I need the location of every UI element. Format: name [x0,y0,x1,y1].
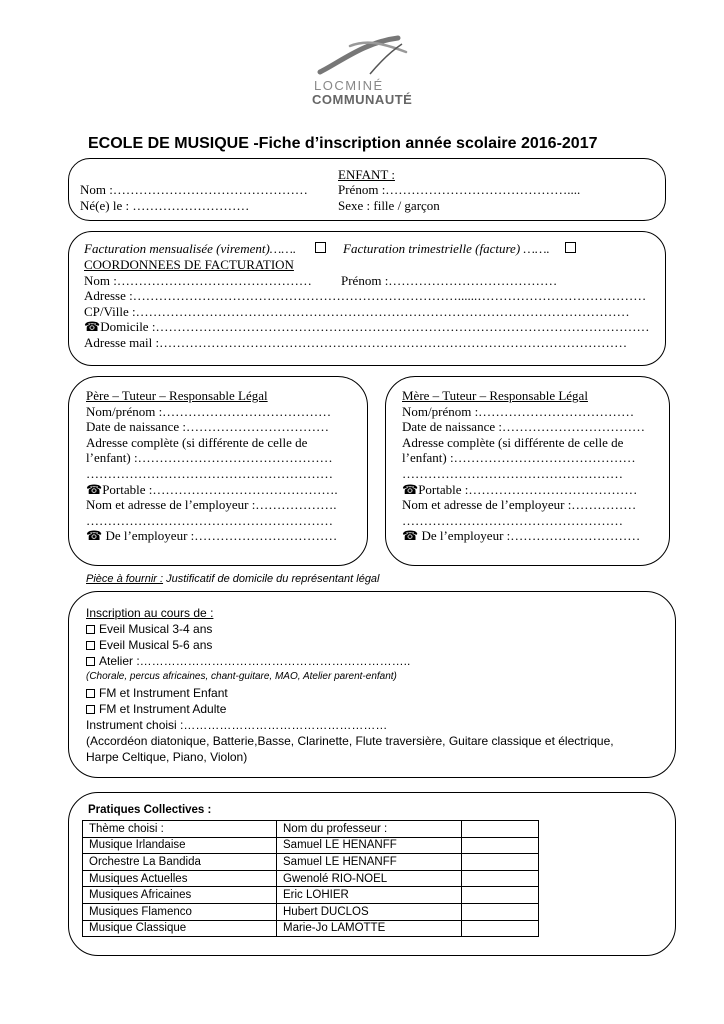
phone-icon: ☎ [402,528,419,544]
facturation-mensuelle-label: Facturation mensualisée (virement)……. [84,241,297,256]
option-fm-enfant-label: FM et Instrument Enfant [99,686,228,700]
phone-icon: ☎ [84,319,101,334]
piece-label: Pièce à fournir : [86,573,164,585]
pere-nom[interactable]: Nom/prénom :………………………………… [86,403,332,419]
phone-icon: ☎ [86,481,103,497]
facturation-domicile-row[interactable] [84,319,649,335]
pere-heading: Père – Tuteur – Responsable Légal [86,388,268,403]
inscription-heading: Inscription au cours de : [86,606,214,620]
theme-cell: Musiques Actuelles [83,870,277,887]
phone-icon: ☎ [86,528,103,544]
pere-portable: Portable :……………………………………. [102,481,338,497]
facturation-prenom[interactable]: Prénom :………………………………… [341,273,558,288]
enfant-prenom[interactable]: Prénom :…………………………………….... [338,182,581,197]
pere-employeur[interactable]: Nom et adresse de l’employeur :………………. [86,497,337,513]
mere-adresse[interactable]: l’enfant) :…………………………………… [402,450,636,466]
logo-swoosh-icon [310,32,420,82]
pere-portable-row[interactable] [86,482,338,498]
option-eveil-34[interactable] [86,621,614,637]
enfant-naissance[interactable]: Né(e) le : ……………………… [80,198,250,213]
mere-nom[interactable]: Nom/prénom :……………………………… [402,403,635,419]
pere-fields [86,388,338,544]
theme-cell: Musique Irlandaise [83,837,277,854]
logo-line1: LOCMINÉ [314,78,384,93]
logo [310,32,420,112]
pratiques-table [82,820,539,937]
mere-fields [402,388,645,544]
facturation-nom[interactable]: Nom :……………………………………… [84,273,312,288]
col-prof-header: Nom du professeur : [277,821,462,838]
piece-a-fournir [86,573,380,585]
theme-cell: Musiques Flamenco [83,903,277,920]
enfant-sexe[interactable]: Sexe : fille / garçon [338,198,440,213]
atelier-note: (Chorale, percus africaines, chant-guitare, MAO, Atelier parent-enfant) [86,671,397,682]
choice-cell[interactable] [462,903,539,920]
mere-portable-row[interactable] [402,482,645,498]
facturation-mensuelle-checkbox[interactable] [315,242,326,253]
instruments-list-1: (Accordéon diatonique, Batterie,Basse, Clarinette, Flute traversière, Guitare classique et électrique, [86,734,614,748]
mere-adresse-label: Adresse complète (si différente de celle de [402,434,624,450]
option-eveil-56-label: Eveil Musical 5-6 ans [99,638,213,652]
facturation-cpville[interactable]: CP/Ville :…………………………………………………………………………………………………… [84,304,630,319]
instruments-list-2: Harpe Celtique, Piano, Violon) [86,750,248,764]
enfant-heading: ENFANT : [338,167,395,182]
theme-cell: Musiques Africaines [83,887,277,904]
facturation-domicile: Domicile :…………………………………………………………………………………………………… [100,319,650,334]
prof-cell: Samuel LE HENANFF [277,837,462,854]
checkbox-icon[interactable] [86,657,95,666]
phone-icon: ☎ [402,481,419,497]
option-fm-adulte[interactable] [86,701,614,717]
col-choice-header [462,821,539,838]
table-row[interactable] [83,854,539,871]
choice-cell[interactable] [462,920,539,937]
piece-text: Justificatif de domicile du représentant légal [163,573,380,585]
option-fm-adulte-label: FM et Instrument Adulte [99,702,227,716]
option-atelier-label: Atelier :………………………………………………………….. [99,654,411,668]
pratiques-heading: Pratiques Collectives : [88,804,212,816]
mere-employeur-suite[interactable]: …………………………………………… [402,512,623,528]
checkbox-icon[interactable] [86,705,95,714]
choice-cell[interactable] [462,854,539,871]
prof-cell: Gwenolé RIO-NOEL [277,870,462,887]
facturation-adresse[interactable]: Adresse :…………………………………………………………………......………………………………… [84,288,647,303]
option-eveil-34-label: Eveil Musical 3-4 ans [99,622,213,636]
option-fm-enfant[interactable] [86,685,614,701]
choice-cell[interactable] [462,837,539,854]
option-eveil-56[interactable] [86,637,614,653]
mere-heading: Mère – Tuteur – Responsable Légal [402,388,588,403]
choice-cell[interactable] [462,870,539,887]
mere-naissance[interactable]: Date de naissance :…………………………… [402,419,645,435]
mere-employeur[interactable]: Nom et adresse de l’employeur :…………… [402,497,637,513]
pere-adresse-label: Adresse complète (si différente de celle de [86,434,308,450]
pere-adresse[interactable]: l’enfant) :……………………………………… [86,450,333,466]
mere-tel-employeur-row[interactable] [402,528,645,544]
inscription-fields [86,605,614,765]
facturation-trimestrielle-checkbox[interactable] [565,242,576,253]
prof-cell: Hubert DUCLOS [277,903,462,920]
option-atelier[interactable] [86,653,614,669]
theme-cell: Musique Classique [83,920,277,937]
mere-portable: Portable :………………………………… [418,481,638,497]
instrument-choisi[interactable]: Instrument choisi :…………………………………………… [86,718,388,732]
prof-cell: Eric LOHIER [277,887,462,904]
theme-cell: Orchestre La Bandida [83,854,277,871]
pere-tel-employeur-row[interactable] [86,528,338,544]
table-row[interactable] [83,837,539,854]
table-header-row [83,821,539,838]
col-theme-header: Thème choisi : [83,821,277,838]
table-row[interactable] [83,920,539,937]
enfant-nom[interactable]: Nom :……………………………………… [80,182,308,197]
pere-employeur-suite[interactable]: ………………………………………………… [86,512,333,528]
checkbox-icon[interactable] [86,641,95,650]
prof-cell: Marie-Jo LAMOTTE [277,920,462,937]
mere-adresse-suite[interactable]: …………………………………………… [402,465,623,481]
checkbox-icon[interactable] [86,689,95,698]
prof-cell: Samuel LE HENANFF [277,854,462,871]
pere-tel-employeur: De l’employeur :…………………………… [102,528,338,544]
facturation-mail[interactable]: Adresse mail :……………………………………………………………………………………………… [84,335,628,350]
page-title: ECOLE DE MUSIQUE -Fiche d’inscription année scolaire 2016-2017 [88,135,598,152]
table-row[interactable] [83,903,539,920]
mere-tel-employeur: De l’employeur :………………………… [418,528,641,544]
logo-line2: COMMUNAUTÉ [312,92,413,107]
pere-adresse-suite[interactable]: ………………………………………………… [86,465,333,481]
choice-cell[interactable] [462,887,539,904]
table-row[interactable] [83,887,539,904]
checkbox-icon[interactable] [86,625,95,634]
facturation-heading: COORDONNEES DE FACTURATION [84,257,294,272]
facturation-trimestrielle-label: Facturation trimestrielle (facture) ……. [343,241,550,256]
table-row[interactable] [83,870,539,887]
pere-naissance[interactable]: Date de naissance :…………………………… [86,419,329,435]
